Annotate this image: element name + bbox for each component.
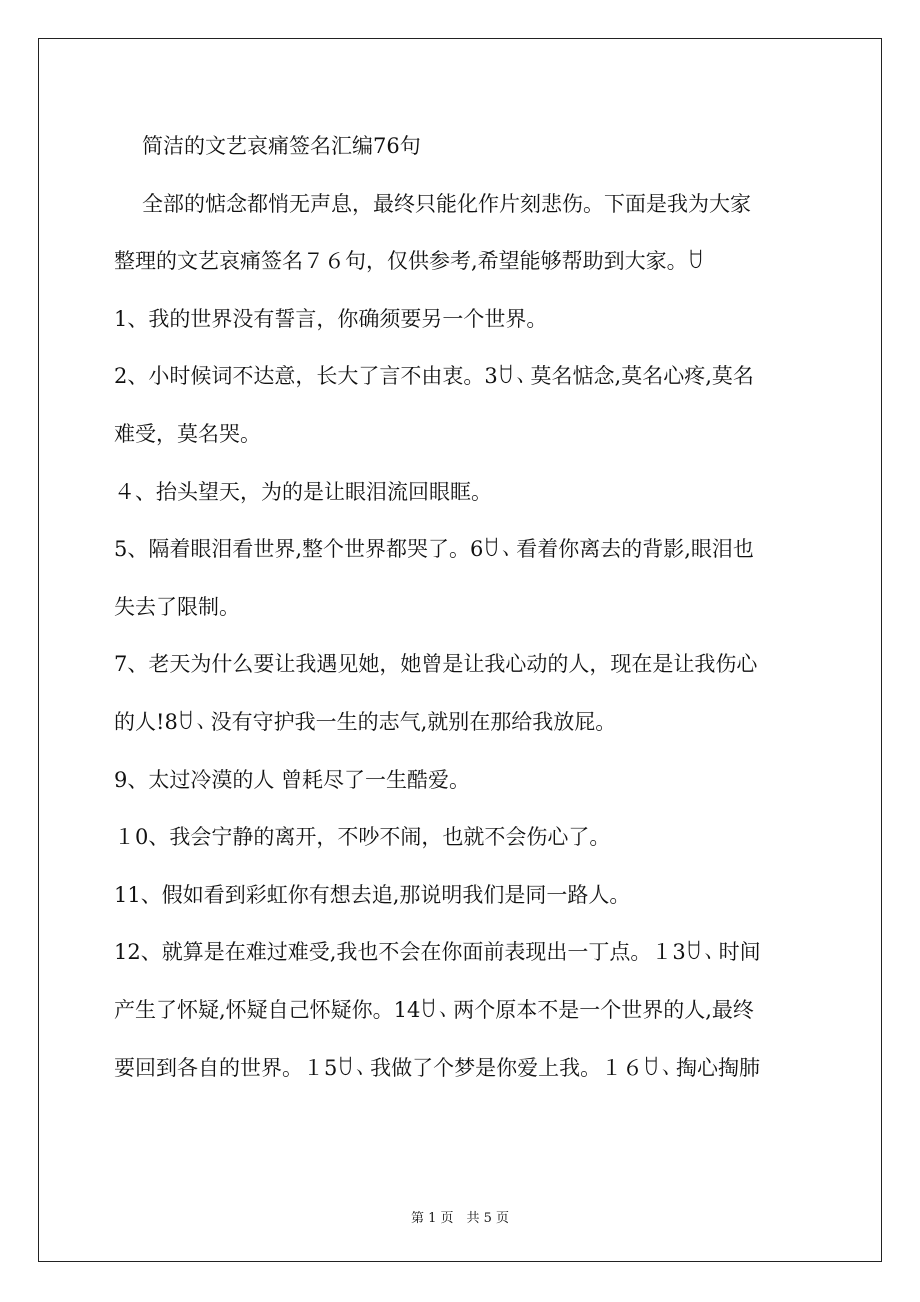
paragraph-line: 5、隔着眼泪看世界,整个世界都哭了。6ꇴ、看着你离去的背影,眼泪也 (114, 537, 754, 562)
document-title: 简洁的文艺哀痛签名汇编76句 (142, 134, 421, 158)
paragraph-line: 难受，莫名哭。 (114, 421, 261, 446)
paragraph-line: 7、老天为什么要让我遇见她，她曾是让我心动的人，现在是让我伤心 (114, 652, 758, 677)
paragraph-line: 1、我的世界没有誓言，你确须要另一个世界。 (114, 306, 548, 331)
paragraph-line: 12、就算是在难过难受,我也不会在你面前表现出一丁点。１3ꇴ、时间 (114, 940, 761, 965)
page-footer: 第 1 页 共 5 页 (410, 1211, 510, 1226)
document-body (114, 118, 814, 1097)
paragraph-line: 的人!8ꇴ、没有守护我一生的志气,就别在那给我放屁。 (114, 709, 617, 734)
paragraph-line: 整理的文艺哀痛签名７６句，仅供参考,希望能够帮助到大家。ꇴ (114, 249, 705, 274)
paragraph-line: 产生了怀疑,怀疑自己怀疑你。14ꇴ、两个原本不是一个世界的人,最终 (114, 997, 754, 1022)
paragraph-line: １0、我会宁静的离开，不吵不闹，也就不会伤心了。 (114, 825, 611, 850)
paragraph-line: 11、假如看到彩虹你有想去追,那说明我们是同一路人。 (114, 882, 631, 907)
paragraph-line: ４、抬头望天，为的是让眼泪流回眼眶。 (114, 479, 492, 504)
paragraph-line: 2、小时候词不达意，长大了言不由衷。3ꇴ、莫名惦念,莫名心疼,莫名 (114, 364, 754, 389)
paragraph-line: 全部的惦念都悄无声息，最终只能化作片刻悲伤。下面是我为大家 (142, 191, 751, 216)
paragraph-line: 要回到各自的世界。１5ꇴ、我做了个梦是你爱上我。１６ꇴ、掏心掏肺 (114, 1055, 760, 1080)
paragraph-line: 失去了限制。 (114, 594, 240, 619)
paragraph-line: 9、太过冷漠的人 曾耗尽了一生酷爱。 (114, 767, 471, 792)
